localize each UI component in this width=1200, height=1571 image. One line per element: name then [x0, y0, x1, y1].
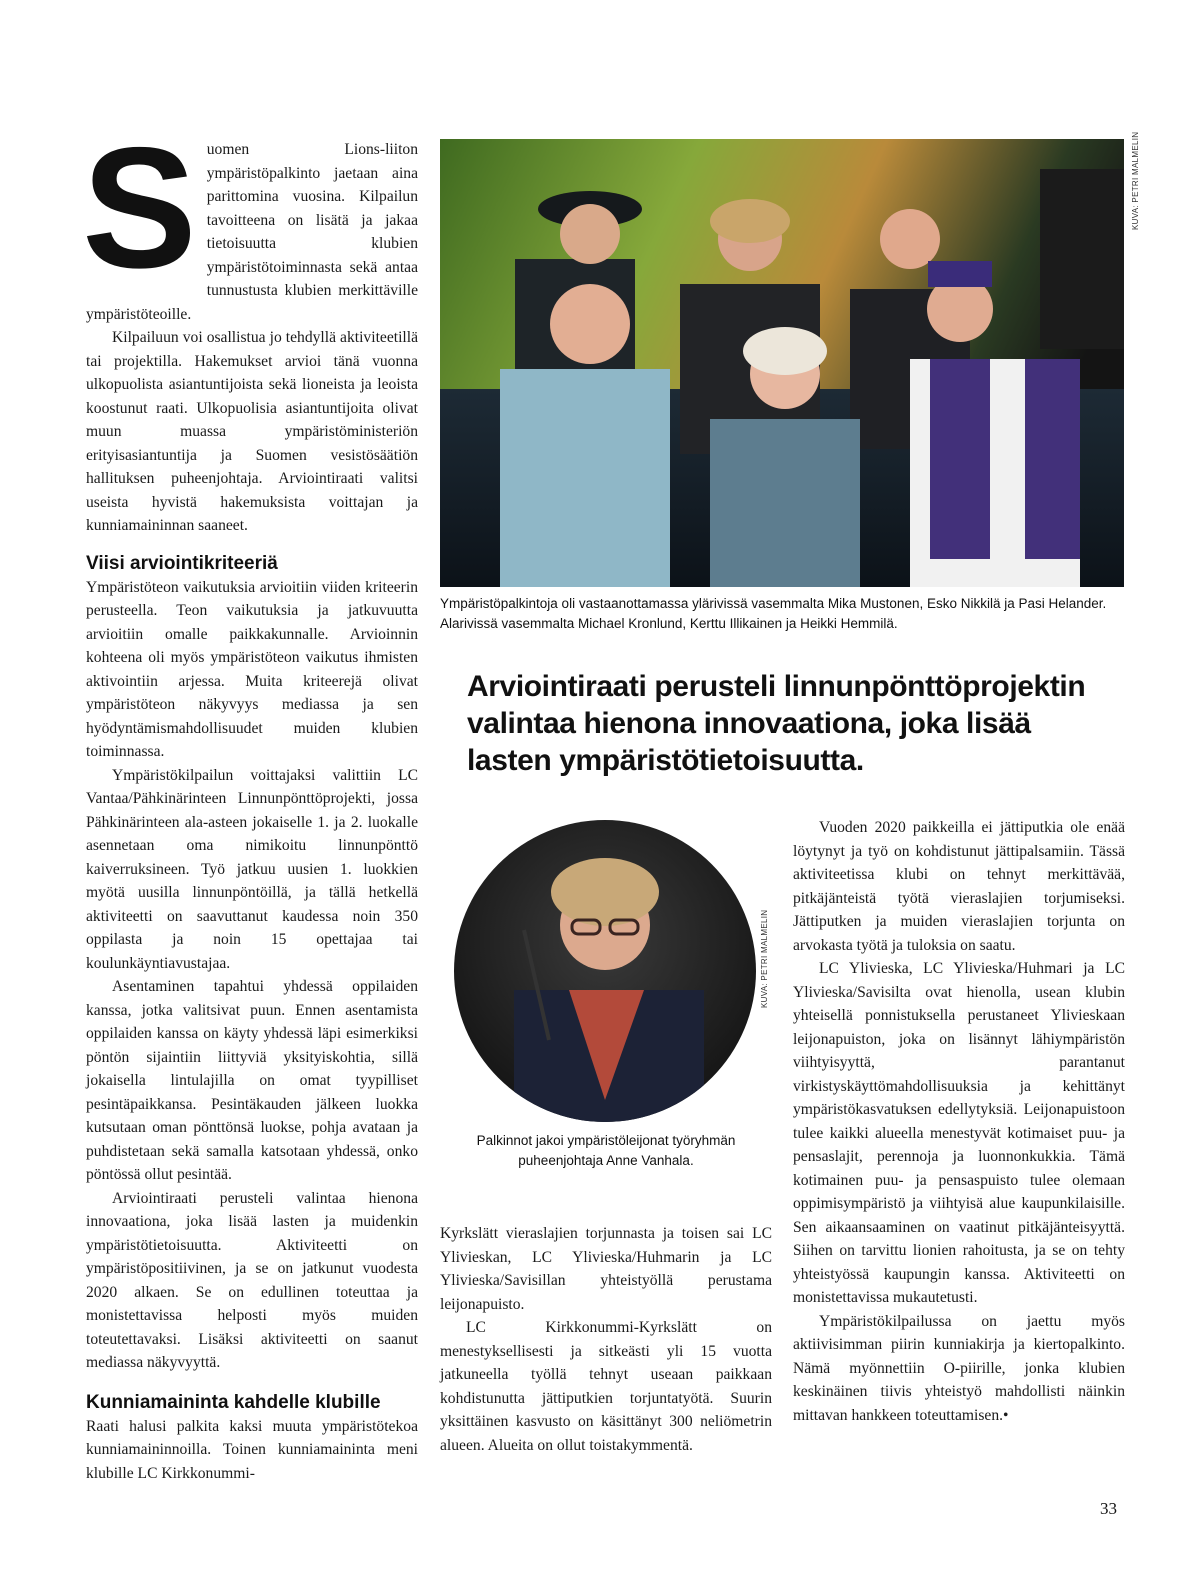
portrait-photo	[454, 820, 756, 1122]
subheading: Kunniamaininta kahdelle klubille	[86, 1391, 381, 1413]
photo-credit: KUVA: PETRI MALMELIN	[760, 909, 769, 1008]
end-mark: •	[1003, 1406, 1009, 1424]
paragraph: Vuoden 2020 paikkeilla ei jättiputkia ole enää löytynyt ja työ on kohdistunut jättipalsamiin. Tässä aktiviteetissa klubi on tehnyt merkittävää, pitkäjänteistä työtä vieraslajien torjumiseksi. Jättiputken ja muiden vieraslajien torjunta on arvokasta työtä ja tuloksia on saatu.	[793, 819, 1125, 954]
paragraph: Ympäristöteon vaikutuksia arvioitiin viiden kriteerin perusteella. Teon vaikutuksia ja jatkuvuutta arvioitiin omalle paikkakunnalle. Arvioinnin kohteena oli myös ympäristöteon vaikutus ihmisten aktivointiin arjessa. Muita kriteerejä olivat ympäristöteon näkyvyys mediassa ja sen hyödyntämismahdollisuudet muiden klubien toiminnassa.	[86, 578, 418, 760]
group-photo	[440, 139, 1124, 587]
article-column-3	[793, 816, 1125, 1427]
paragraph: Kyrkslätt vieraslajien torjunnasta ja toisen sai LC Ylivieskan, LC Ylivieska/Huhmarin ja LC Ylivieska/Savisillan yhteistyöllä perustama leijonapuisto.	[440, 1225, 772, 1313]
paragraph: Asentaminen tapahtui yhdessä oppilaiden kanssa, jotka valitsivat puun. Ennen asentamista oppilaiden kanssa on käyty yhdessä läpi esimerkiksi pöntön sijaintiin liittyviä yksityiskohtia, sillä jokaisella lintulajilla on omat tyypilliset pesintäpaikkansa. Pesintäkauden jälkeen luokka kutsutaan oman pönttönsä luokse, pohja avataan ja puhdistetaan sekä samalla katsotaan yhdessä, onko pöntössä ollut pesintää.	[86, 978, 418, 1183]
paragraph: Arviointiraati perusteli valintaa hienona innovaationa, joka lisää lasten ja muidenkin ympäristötietoisuutta. Aktiviteetti on ympäristöpositiivinen, ja se on jatkunut vuodesta 2020 alkaen. Se on edullinen toteuttaa ja monistettavissa helposti myös muiden toteutettavaksi. Lisäksi aktiviteetti on saanut mediassa näkyvyyttä.	[86, 1189, 418, 1371]
paragraph: LC Ylivieska, LC Ylivieska/Huhmari ja LC Ylivieska/Savisilta ovat hienolla, usean klubin yhteisellä ponnistuksella perustaneet Ylivieskaan leijonapuiston, joka on lisännyt lähiympäristön viihtyisyyttä, parantanut virkistyskäyttömahdollisuuksia ja kehittänyt ympäristökasvatuksen edellytyksiä. Leijonapuistoon tulee kaikki alueella menestyvät kotimaiset puu- ja pensaslajit, perennoja ja luonnonkukkia. Tämä kotimainen puu- ja pensaspuisto tulee olemaan oppimisympäristö ja viihtyisä alue kaupunkilaisille. Sen aikaansaaminen on vaatinut pitkäjänteisyyttä. Siihen on tarvittu lionien rahoitusta, ja se on tehty yhteistyössä kaupungin kanssa. Aktiviteetti on monistettavissa mukautetusti.	[793, 960, 1125, 1306]
photo-caption: Palkinnot jakoi ympäristöleijonat työryhmän puheenjohtaja Anne Vanhala.	[476, 1133, 736, 1168]
paragraph: LC Kirkkonummi-Kyrkslätt on menestyksellisesti ja sitkeästi yli 15 vuotta jatkuneella työllä tehnyt useaan paikkaan kohdistunutta jättiputkien torjuntatyötä. Suurin yksittäinen kasvusto on käsittänyt 300 neliömetrin alueen. Alueita on ollut toistakymmentä.	[440, 1319, 772, 1454]
article-column-2	[440, 1222, 772, 1457]
paragraph: Ympäristökilpailun voittajaksi valittiin LC Vantaa/Pähkinärinteen Linnunpönttöprojekti, jossa Pähkinärinteen ala-asteen jokaiselle 1. ja 2. luokalle asennetaan oma nimikoitu linnunpönttö kaiverruksineen. Työ jatkuu uusien 1. luokkien myötä uusilla linnunpöntöillä, ja tällä hetkellä aktiviteetti on saavuttanut kaudessa noin 350 oppilasta ja noin 15 opettajaa tai koulunkäyntiavustajaa.	[86, 766, 418, 972]
paragraph: uomen Lions-liiton ympäristöpalkinto jaetaan aina parittomina vuosina. Kilpailun tavoitteena on lisätä ja jakaa tietoisuutta klubien ympäristötoiminnasta sekä antaa tunnustusta klubien merkittäville ympäristöteoille.	[86, 141, 418, 323]
photo-credit: KUVA: PETRI MALMELIN	[1131, 131, 1140, 230]
pull-quote: Arviointiraati perusteli linnunpönttöprojektin valintaa hienona innovaationa, joka lisää lasten ympäristötietoisuutta.	[467, 670, 1086, 777]
paragraph: Kilpailuun voi osallistua jo tehdyllä aktiviteetillä tai projektilla. Hakemukset arvioi tänä vuonna ulkopuolista asiantuntijoista sekä lioneista ja leoista koostunut raati. Ulkopuolisia asiantuntijoita olivat muun muassa ympäristöministeriön erityisasiantuntija ja Suomen vesistösäätiön hallituksen puheenjohtaja. Arviointiraati valitsi useista hyvistä hakemuksista voittajan ja kunniamaininnan saaneet.	[86, 329, 418, 534]
photo-caption: Ympäristöpalkintoja oli vastaanottamassa ylärivissä vasemmalta Mika Mustonen, Esko Nikkilä ja Pasi Helander. Alarivissä vasemmalta Michael Kronlund, Kerttu Illikainen ja Heikki Hemmilä.	[440, 596, 1107, 631]
paragraph: Ympäristökilpailussa on jaettu myös aktiivisimman piirin kunniakirja ja kiertopalkinto. Nämä myönnettiin O-piirille, jonka klubien keskinäinen tiivis yhteistyö mahdollisti näinkin mittavan hankkeen toteuttamisen.•	[793, 1312, 1125, 1424]
paragraph: Raati halusi palkita kaksi muuta ympäristötekoa kunniamaininnoilla. Toinen kunniamaininta meni klubille LC Kirkkonummi-	[86, 1417, 418, 1482]
drop-cap: S	[82, 112, 197, 304]
page-number: 33	[1100, 1499, 1117, 1518]
subheading: Viisi arviointikriteeriä	[86, 552, 278, 574]
article-column-1	[82, 112, 418, 1485]
